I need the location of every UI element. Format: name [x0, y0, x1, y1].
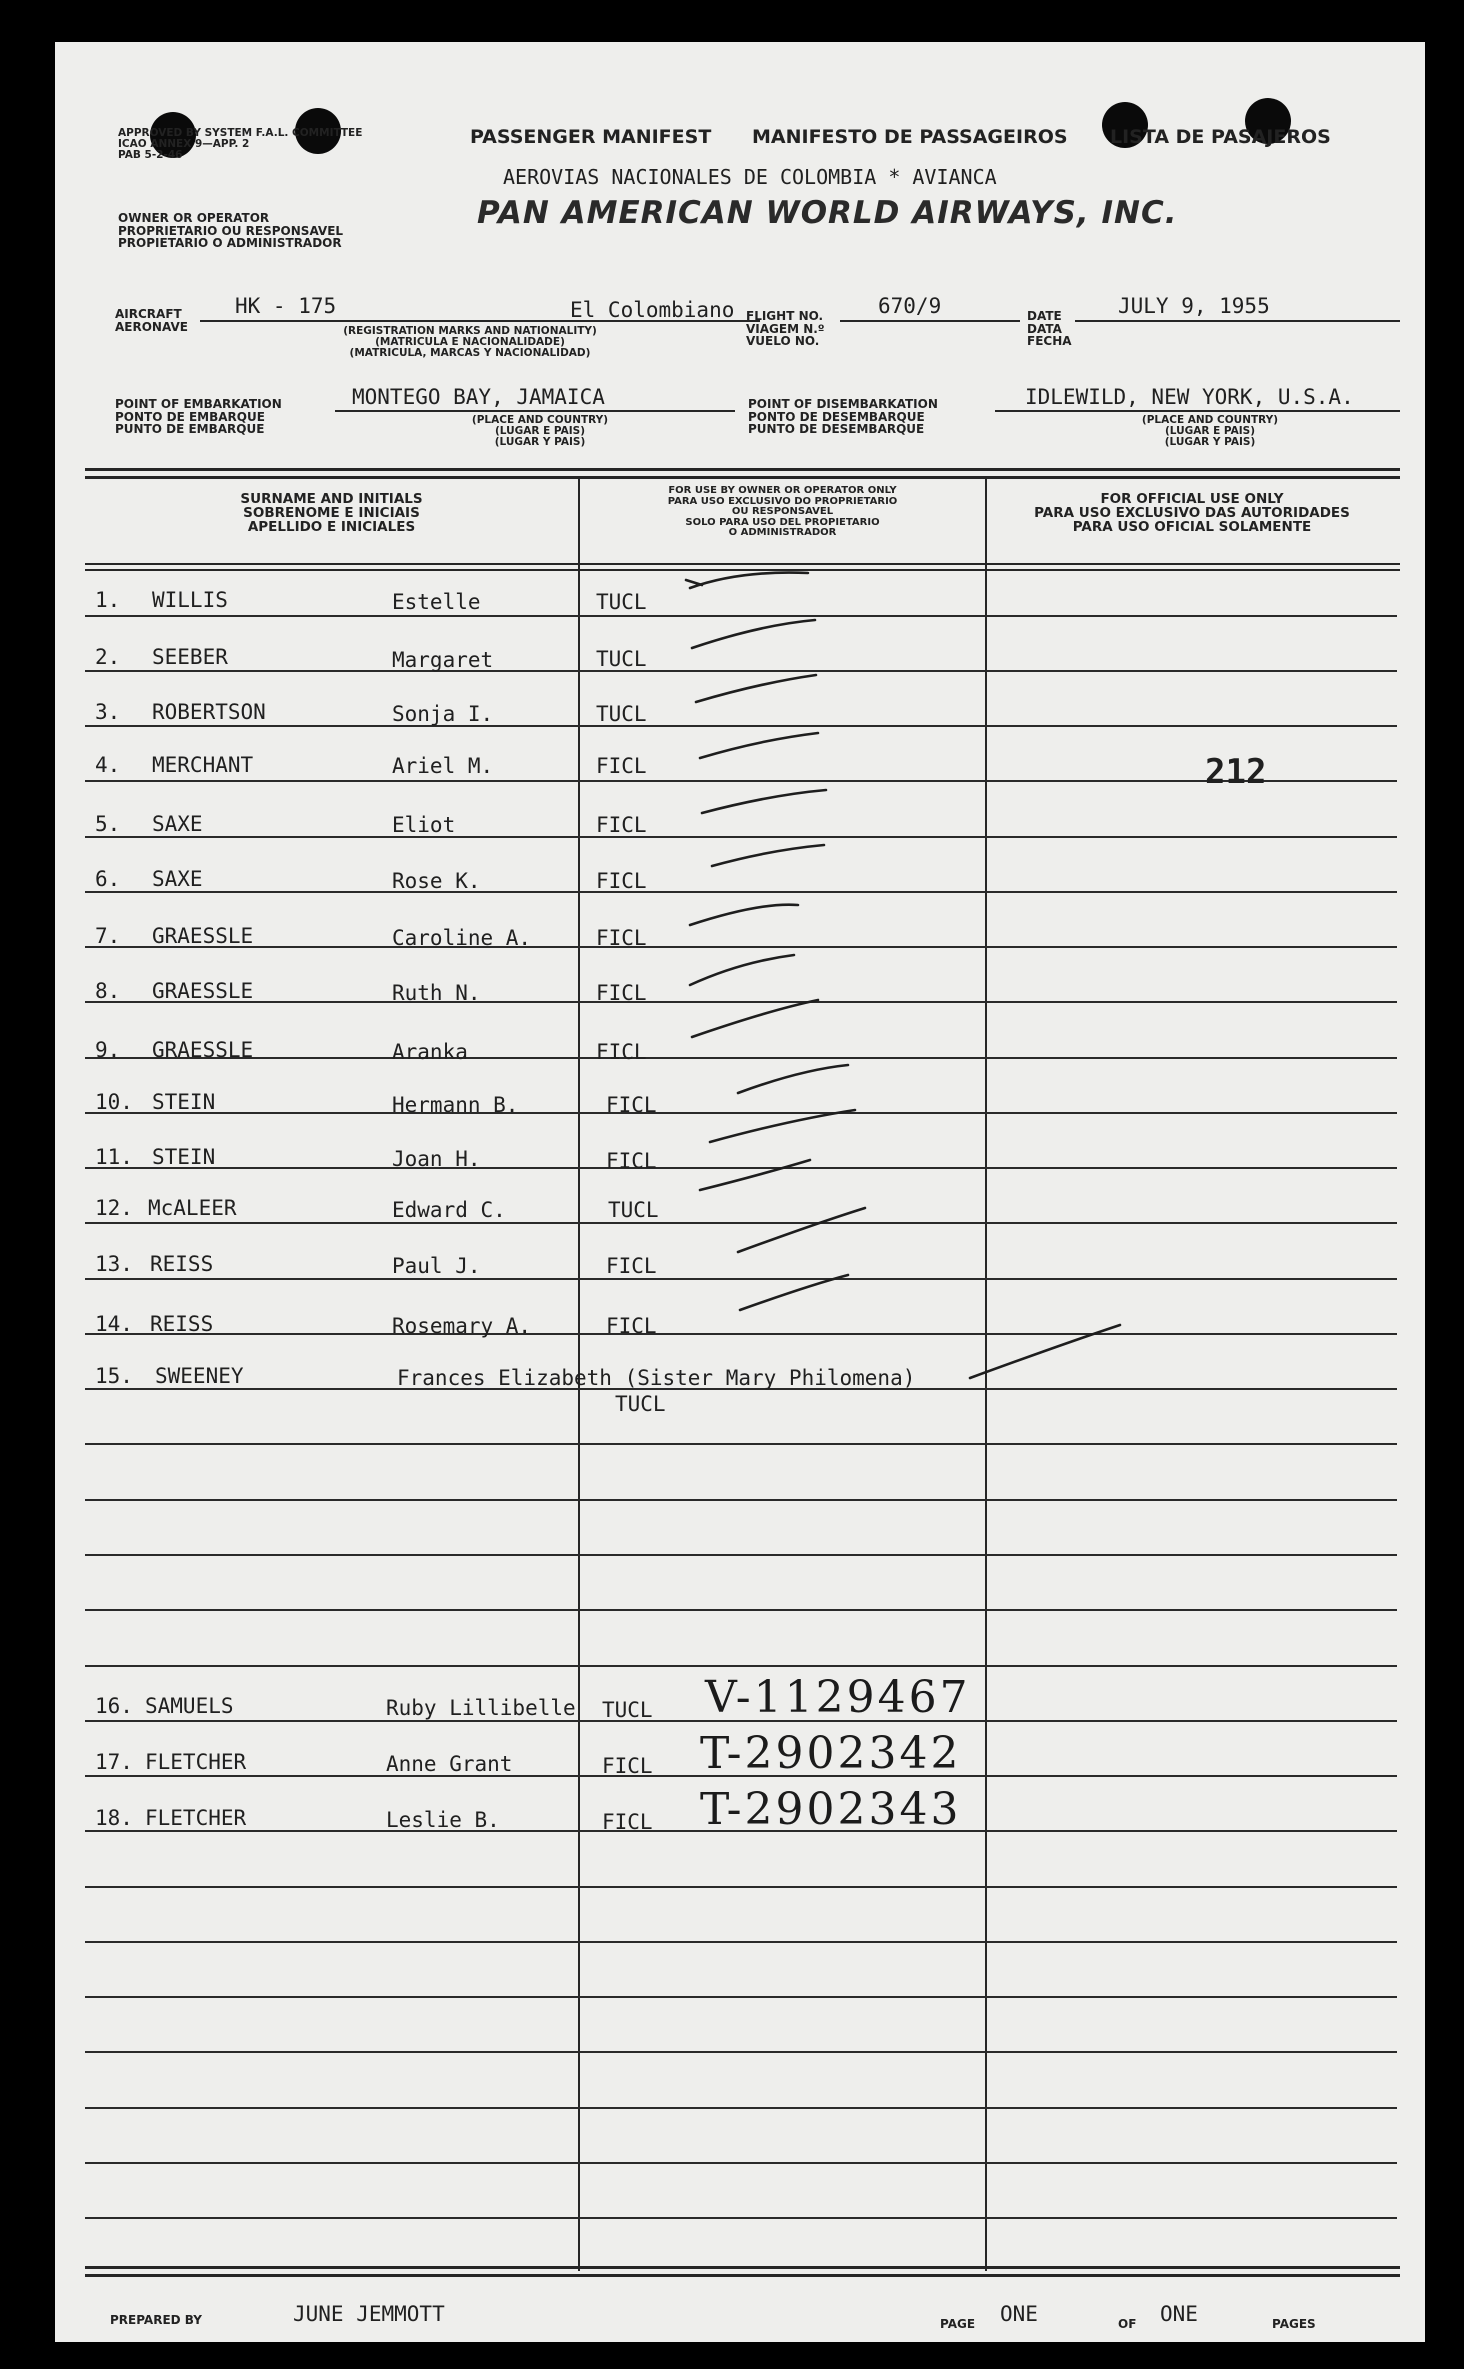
fare-code: FICL [596, 981, 647, 1005]
given-name: Anne Grant [386, 1752, 513, 1776]
fare-code: FICL [606, 1314, 657, 1338]
fare-code: TUCL [596, 590, 647, 614]
row-rule [85, 2162, 1397, 2164]
fare-code: FICL [606, 1149, 657, 1173]
surname: SAXE [152, 812, 203, 836]
aircraft-value: HK - 175 [235, 294, 337, 318]
fare-code: FICL [606, 1254, 657, 1278]
flight-label: FLIGHT NO. VIAGEM N.º VUELO NO. [746, 309, 825, 349]
table-top-rule-1 [85, 468, 1400, 471]
disembark-place-sub: (PLACE AND COUNTRY) (LUGAR E PAIS) (LUGAR Y PAIS) [1141, 414, 1279, 449]
approval-block: APPROVED BY SYSTEM F.A.L. COMMITTEE ICAO ANNEX 9—APP. 2 PAB 5-2-46 [118, 127, 363, 162]
surname: STEIN [152, 1090, 216, 1114]
given-name: Ariel M. [392, 754, 494, 778]
fare-code: FICL [596, 869, 647, 893]
row-number: 13. [95, 1252, 133, 1276]
row-rule [85, 1443, 1397, 1445]
surname: GRAESSLE [152, 979, 254, 1003]
total-pages-value: ONE [1160, 2302, 1198, 2326]
row-rule [85, 1554, 1397, 1556]
row-number: 8. [95, 979, 121, 1003]
of-label: OF [1118, 2317, 1137, 2331]
row-rule [85, 1167, 1397, 1169]
row-rule [85, 1665, 1397, 1667]
given-name: Rose K. [392, 869, 481, 893]
row-rule [85, 891, 1397, 893]
given-name: Paul J. [392, 1254, 481, 1278]
given-name: Aranka [392, 1040, 468, 1064]
document-number: V-1129467 [705, 1672, 971, 1723]
official-note: 212 [1205, 752, 1267, 792]
surname: GRAESSLE [152, 1038, 254, 1062]
row-number: 11. [95, 1145, 133, 1169]
table-bottom-rule-1 [85, 2266, 1400, 2269]
prepared-by-value: JUNE JEMMOTT [293, 2302, 445, 2326]
row-rule [85, 2107, 1397, 2109]
table-bottom-rule-2 [85, 2274, 1400, 2277]
row-number: 3. [95, 700, 121, 724]
row-rule [85, 780, 1397, 782]
row-number: 17. [95, 1750, 133, 1774]
embarkation-value: MONTEGO BAY, JAMAICA [352, 385, 605, 409]
owner-label: OWNER OR OPERATOR PROPRIETARIO OU RESPONSAVEL PROPIETARIO O ADMINISTRADOR [118, 211, 344, 251]
row-number: 5. [95, 812, 121, 836]
aircraft-label: AIRCRAFT AERONAVE [115, 307, 188, 334]
fare-code: FICL [596, 813, 647, 837]
fare-code: FICL [602, 1754, 653, 1778]
aircraft-name: El Colombiano [570, 298, 735, 322]
row-number: 6. [95, 867, 121, 891]
surname: WILLIS [152, 588, 228, 612]
page-label: PAGE [940, 2317, 976, 2331]
row-number: 7. [95, 924, 121, 948]
given-name: Eliot [392, 813, 456, 837]
col-header-official: FOR OFFICIAL USE ONLY PARA USO EXCLUSIVO DAS AUTORIDADES PARA USO OFICIAL SOLAMENTE [1034, 491, 1350, 536]
row-rule [85, 670, 1397, 672]
fare-code: TUCL [602, 1698, 653, 1722]
header-bottom-rule-2 [85, 569, 1400, 571]
row-number: 1. [95, 588, 121, 612]
given-name: Frances Elizabeth (Sister Mary Philomena) [397, 1366, 916, 1390]
row-rule [85, 946, 1397, 948]
row-number: 2. [95, 645, 121, 669]
row-number: 10. [95, 1090, 133, 1114]
fare-code: FICL [606, 1093, 657, 1117]
col-header-owner: FOR USE BY OWNER OR OPERATOR ONLY PARA USO EXCLUSIVO DO PROPRIETARIO OU RESPONSAVEL SOLO PARA USO DEL PROPIETARIO O ADMINISTRADOR [667, 485, 898, 538]
title-es: LISTA DE PASAJEROS [1110, 126, 1331, 148]
row-rule [85, 725, 1397, 727]
row-number: 15. [95, 1364, 133, 1388]
row-rule [85, 1001, 1397, 1003]
flight-no-value: 670/9 [878, 294, 942, 318]
surname: REISS [150, 1312, 214, 1336]
table-top-rule-2 [85, 476, 1400, 479]
given-name: Sonja I. [392, 702, 494, 726]
surname: SAMUELS [145, 1694, 234, 1718]
row-number: 14. [95, 1312, 133, 1336]
row-rule [85, 836, 1397, 838]
disembark-label: POINT OF DISEMBARKATION PONTO DE DESEMBARQUE PUNTO DE DESEMBARQUE [748, 397, 938, 437]
given-name: Hermann B. [392, 1093, 519, 1117]
row-rule [85, 2217, 1397, 2219]
operator-line: AEROVIAS NACIONALES DE COLOMBIA * AVIANCA [503, 165, 997, 189]
fare-code: TUCL [596, 647, 647, 671]
surname: FLETCHER [145, 1806, 247, 1830]
given-name: Margaret [392, 648, 494, 672]
surname: FLETCHER [145, 1750, 247, 1774]
aircraft-sub: (REGISTRATION MARKS AND NATIONALITY) (MATRICULA E NACIONALIDADE) (MATRICULA, MARCAS Y NACIONALIDAD) [343, 325, 597, 360]
row-rule [85, 1057, 1397, 1059]
fare-code: FICL [602, 1810, 653, 1834]
prepared-by-label: PREPARED BY [110, 2313, 202, 2327]
row-rule [85, 1112, 1397, 1114]
document-number: T-2902342 [700, 1728, 962, 1779]
col-divider-2 [985, 476, 987, 2271]
pages-label: PAGES [1272, 2317, 1316, 2331]
fare-code: TUCL [608, 1198, 659, 1222]
disembarkation-value: IDLEWILD, NEW YORK, U.S.A. [1025, 385, 1354, 409]
row-rule [85, 615, 1397, 617]
given-name: Rosemary A. [392, 1314, 532, 1338]
surname: MERCHANT [152, 753, 254, 777]
fare-code: TUCL [615, 1392, 666, 1416]
fare-code: FICL [596, 1040, 647, 1064]
row-number: 9. [95, 1038, 121, 1062]
fare-code: FICL [596, 926, 647, 950]
given-name: Estelle [392, 590, 481, 614]
given-name: Edward C. [392, 1198, 506, 1222]
given-name: Leslie B. [386, 1808, 500, 1832]
operator-stamp: PAN AMERICAN WORLD AIRWAYS, INC. [477, 195, 1178, 231]
page-value: ONE [1000, 2302, 1038, 2326]
given-name: Ruby Lillibelle [386, 1696, 576, 1720]
flight-rule [840, 320, 1020, 322]
embark-place-sub: (PLACE AND COUNTRY) (LUGAR E PAIS) (LUGAR Y PAIS) [471, 414, 609, 449]
row-number: 12. [95, 1196, 133, 1220]
given-name: Ruth N. [392, 981, 481, 1005]
surname: McALEER [148, 1196, 237, 1220]
surname: SAXE [152, 867, 203, 891]
row-rule [85, 1278, 1397, 1280]
date-label: DATE DATA FECHA [1027, 309, 1072, 349]
embark-rule [335, 410, 735, 412]
document-number: T-2902343 [700, 1784, 962, 1835]
header-bottom-rule-1 [85, 563, 1400, 565]
date-rule [1075, 320, 1400, 322]
fare-code: FICL [596, 754, 647, 778]
row-rule [85, 1996, 1397, 1998]
row-number: 4. [95, 753, 121, 777]
given-name: Caroline A. [392, 926, 532, 950]
embark-label: POINT OF EMBARKATION PONTO DE EMBARQUE PUNTO DE EMBARQUE [115, 397, 282, 437]
surname: GRAESSLE [152, 924, 254, 948]
row-rule [85, 1609, 1397, 1611]
col-header-name: SURNAME AND INITIALS SOBRENOME E INICIAIS APELLIDO E INICIALES [240, 491, 423, 536]
fare-code: TUCL [596, 702, 647, 726]
row-rule [85, 1886, 1397, 1888]
surname: REISS [150, 1252, 214, 1276]
surname: SWEENEY [155, 1364, 244, 1388]
row-number: 18. [95, 1806, 133, 1830]
row-rule [85, 1941, 1397, 1943]
disembark-rule [995, 410, 1400, 412]
surname: STEIN [152, 1145, 216, 1169]
title-en: PASSENGER MANIFEST [470, 126, 712, 148]
row-number: 16. [95, 1694, 133, 1718]
given-name: Joan H. [392, 1147, 481, 1171]
surname: ROBERTSON [152, 700, 266, 724]
row-rule [85, 1499, 1397, 1501]
date-value: JULY 9, 1955 [1118, 294, 1270, 318]
title-pt: MANIFESTO DE PASSAGEIROS [752, 126, 1068, 148]
row-rule [85, 1222, 1397, 1224]
surname: SEEBER [152, 645, 228, 669]
row-rule [85, 1333, 1397, 1335]
row-rule [85, 2051, 1397, 2053]
